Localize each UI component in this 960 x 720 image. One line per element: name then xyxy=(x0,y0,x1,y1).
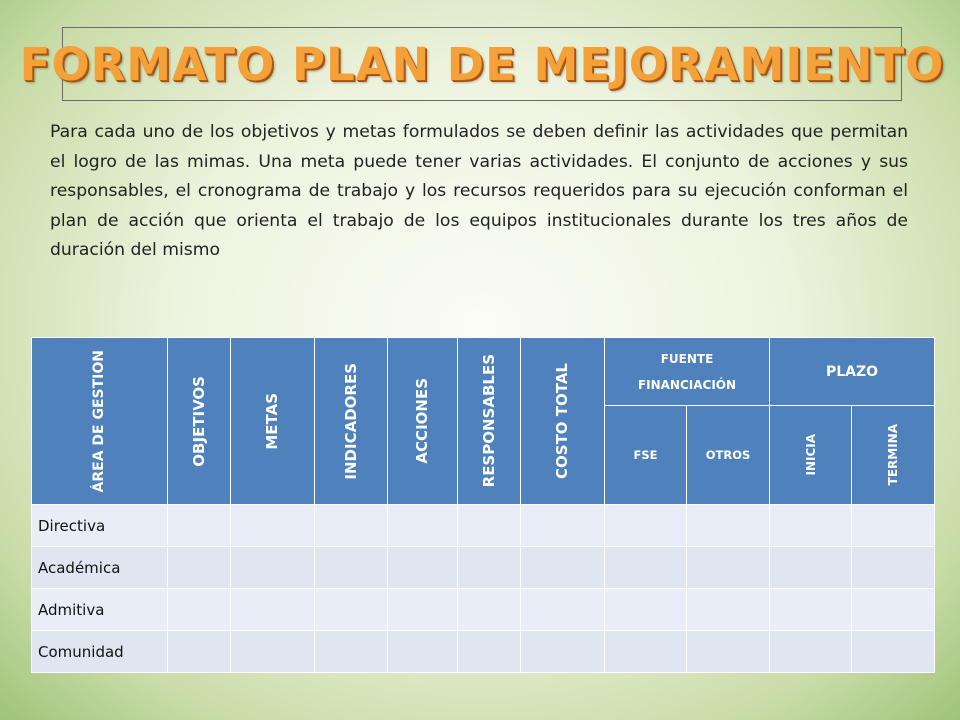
table-cell[interactable] xyxy=(770,631,852,673)
header-costo-total-label: COSTO TOTAL xyxy=(553,363,571,479)
header-plazo-label: PLAZO xyxy=(825,363,879,380)
header-metas-label: METAS xyxy=(263,392,281,450)
table-cell[interactable] xyxy=(168,547,231,589)
table-cell[interactable] xyxy=(231,547,315,589)
header-plazo xyxy=(770,338,935,406)
table-cell[interactable] xyxy=(168,631,231,673)
header-metas xyxy=(231,338,315,505)
table-cell[interactable] xyxy=(687,505,770,547)
table-cell[interactable] xyxy=(852,547,935,589)
header-fuente-financiacion xyxy=(605,338,770,406)
header-termina xyxy=(852,406,935,505)
header-responsables-label: RESPONSABLES xyxy=(479,354,498,488)
header-indicadores xyxy=(315,338,388,505)
table-cell[interactable] xyxy=(388,589,458,631)
table-cell[interactable] xyxy=(770,505,852,547)
table-cell[interactable] xyxy=(231,631,315,673)
table-cell[interactable] xyxy=(231,505,315,547)
table-cell[interactable] xyxy=(458,505,521,547)
table-cell[interactable] xyxy=(388,547,458,589)
table-cell[interactable] xyxy=(605,631,687,673)
page-title: FORMATO PLAN DE MEJORAMIENTO xyxy=(19,37,945,91)
table-row xyxy=(32,547,935,589)
table-cell[interactable] xyxy=(168,505,231,547)
table-cell[interactable] xyxy=(852,505,935,547)
area-cell: Directiva xyxy=(32,505,168,547)
header-fse xyxy=(605,406,687,505)
header-acciones xyxy=(388,338,458,505)
header-acciones-label: ACCIONES xyxy=(413,378,431,464)
table-cell[interactable] xyxy=(388,505,458,547)
header-fuente-financiacion-label: FUENTE FINANCIACIÓN xyxy=(637,351,737,392)
table-cell[interactable] xyxy=(521,547,605,589)
header-otros-label: OTROS xyxy=(705,448,751,462)
header-termina-label: TERMINA xyxy=(886,424,900,486)
header-fse-label: FSE xyxy=(633,448,658,462)
table-cell[interactable] xyxy=(168,589,231,631)
table-cell[interactable] xyxy=(605,505,687,547)
title-box xyxy=(19,27,945,101)
table-row xyxy=(32,631,935,673)
header-indicadores-label: INDICADORES xyxy=(341,362,360,480)
table-cell[interactable] xyxy=(521,505,605,547)
table-cell[interactable] xyxy=(521,589,605,631)
plan-table xyxy=(31,337,935,673)
table-cell[interactable] xyxy=(231,589,315,631)
table-cell[interactable] xyxy=(852,589,935,631)
area-cell: Admitiva xyxy=(32,589,168,631)
header-inicia xyxy=(770,406,852,505)
header-responsables xyxy=(458,338,521,505)
table-row xyxy=(32,589,935,631)
table-cell[interactable] xyxy=(770,589,852,631)
table-cell[interactable] xyxy=(315,631,388,673)
table-row xyxy=(32,505,935,547)
table-cell[interactable] xyxy=(388,631,458,673)
table-cell[interactable] xyxy=(687,547,770,589)
table-cell[interactable] xyxy=(770,547,852,589)
table-cell[interactable] xyxy=(687,589,770,631)
table-cell[interactable] xyxy=(605,547,687,589)
header-area xyxy=(32,338,168,505)
table-cell[interactable] xyxy=(315,505,388,547)
intro-paragraph: Para cada uno de los objetivos y metas formulados se deben definir las actividades que permitan el logro de las mimas. Una meta puede tener varias actividades. El conjunto de acciones y sus responsables, el cronograma de trabajo y los recursos requeridos para su ejecución conforman el plan de acción que orienta el trabajo de los equipos institucionales durante los tres años de duración del mismo xyxy=(50,122,908,261)
table-cell[interactable] xyxy=(687,631,770,673)
table-cell[interactable] xyxy=(458,589,521,631)
header-objetivos xyxy=(168,338,231,505)
header-otros xyxy=(687,406,770,505)
header-costo-total xyxy=(521,338,605,505)
table-cell[interactable] xyxy=(315,589,388,631)
header-inicia-label: INICIA xyxy=(803,434,818,476)
table-cell[interactable] xyxy=(315,547,388,589)
area-cell: Académica xyxy=(32,547,168,589)
header-objetivos-label: OBJETIVOS xyxy=(189,375,208,467)
table-cell[interactable] xyxy=(521,631,605,673)
table-cell[interactable] xyxy=(605,589,687,631)
header-area-label: ÁREA DE GESTION xyxy=(91,349,107,493)
table-cell[interactable] xyxy=(458,547,521,589)
table-cell[interactable] xyxy=(852,631,935,673)
area-cell: Comunidad xyxy=(32,631,168,673)
table-cell[interactable] xyxy=(458,631,521,673)
